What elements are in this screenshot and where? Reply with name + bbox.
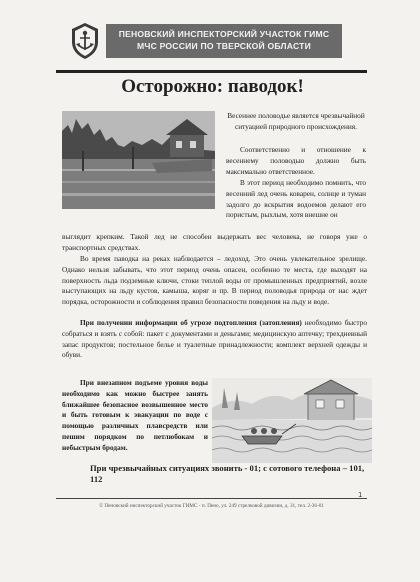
footer-text: © Пеновский инспекторский участок ГИМС - п. Пено, ул. 249 стрелковой дивизии, д. 31, тел. 2-36-01 — [99, 503, 324, 509]
paragraph-5-rest: необходимо быстро собраться и взять с собой: пакет с документами и деньгами; медицинскую аптечку; трехдневный запас продуктов; постельное белье и туалетные принадлежности; комплект верхней одежды и обуви. — [62, 318, 367, 360]
paragraph-4: Во время паводка на реках наблюдается – ледоход. Это очень увлекательное зрелище. Однако нельзя забывать, что этот период очень опасен, особенно те места, где выходят на поверхность льда подземные ключи, стоки теплой воды от промышленных предприятий, возле выступающих на льду кустов, камыша, коряг и пр. В период половодья природа от нас ждет порядка, осторожности и соблюдения правил безопасности поведения на льду и воде. — [62, 254, 367, 307]
header-divider — [56, 70, 367, 73]
paragraph-2: Соответственно и отношение к весеннему половодью должно быть максимально ответственное. — [226, 145, 366, 176]
footer-divider — [56, 498, 367, 499]
header-banner — [106, 24, 342, 58]
paragraph-5 — [62, 318, 367, 361]
paragraph-3b: выглядит крепким. Такой лед не способен выдержать вес человека, не говоря уже о транспортных средствах. — [62, 232, 367, 252]
paragraph-3a: В этот период необходимо помнить, что весенний лед очень коварен, солнце и туман задолго до вскрытия водоемов делают его пористым, рыхлым, хотя внешне он — [226, 178, 366, 220]
footer-mark: 1 — [358, 491, 363, 499]
header-line-2: МЧС РОССИИ ПО ТВЕРСКОЙ ОБЛАСТИ — [137, 41, 311, 51]
paragraph-6: При внезапном подъеме уровня воды необходимо как можно быстрее занять ближайшее безопасное возвышенное место и быть готовым к эвакуации по воде с помощью различных плавсредств или пешим порядком по петлюбокам и небыстрым бродам. — [62, 378, 208, 452]
paragraph-1: Весеннее половодье является чрезвычайной ситуацией природного происхождения. — [227, 111, 365, 131]
page-title: Осторожно: паводок! — [121, 76, 304, 97]
emergency-phone-notice: При чрезвычайных ситуациях звонить - 01; с сотового телефона – 101, 112 — [90, 463, 365, 484]
flood-photo — [62, 111, 215, 209]
flood-illustration — [212, 378, 372, 463]
mchs-emblem-icon — [70, 22, 100, 60]
header-line-1: ПЕНОВСКИЙ ИНСПЕКТОРСКИЙ УЧАСТОК ГИМС — [118, 29, 330, 39]
paragraph-5-bold: При получении информации об угрозе подтопления (затопления) — [80, 318, 302, 327]
